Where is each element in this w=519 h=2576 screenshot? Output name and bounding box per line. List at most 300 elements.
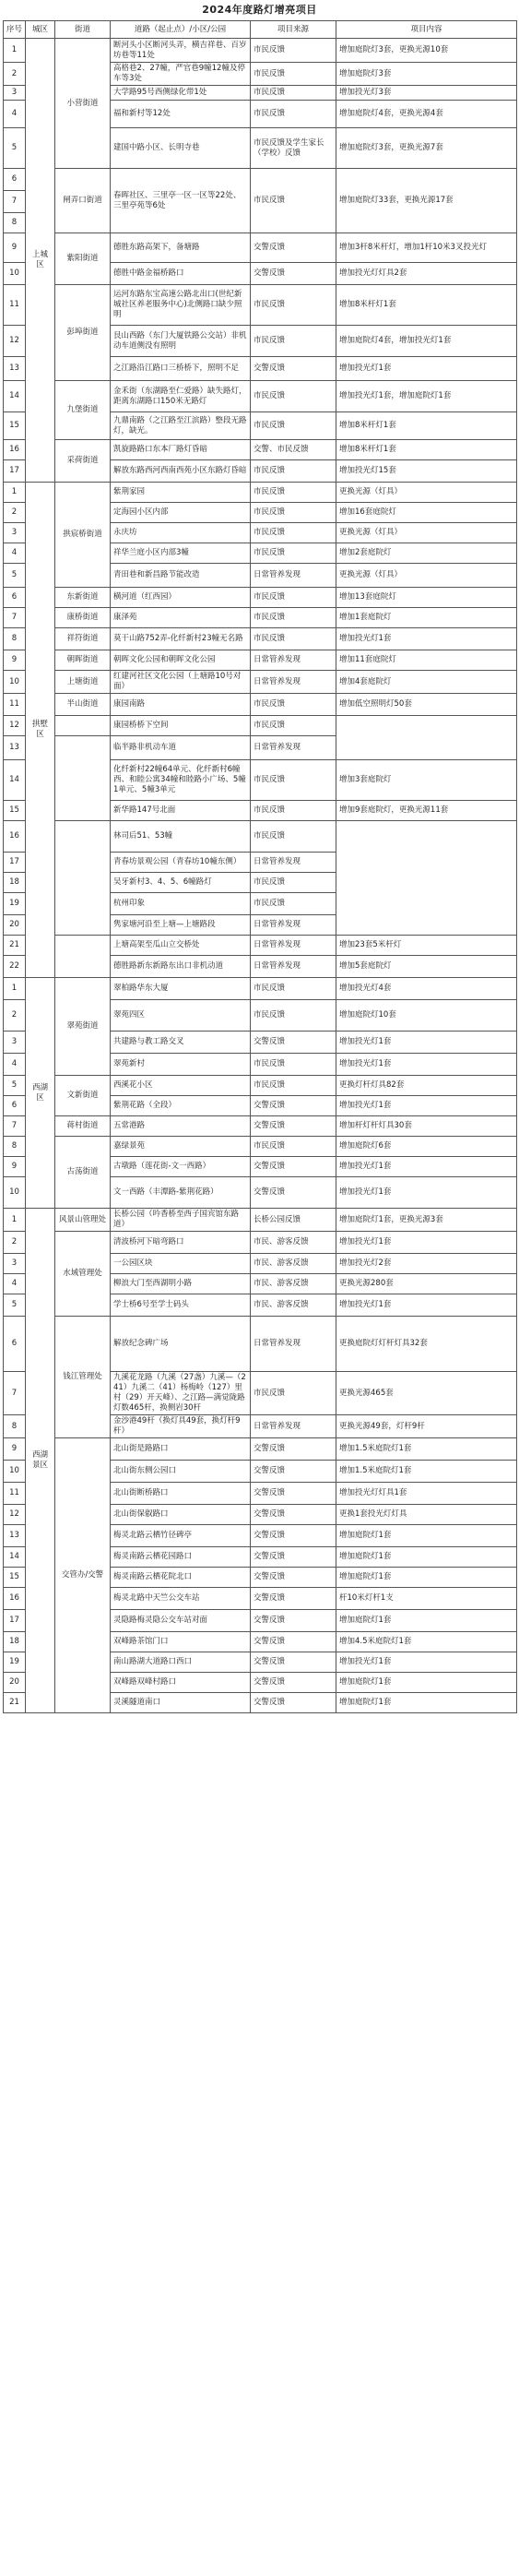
cell-seq: 19 [4, 893, 26, 915]
cell-seq: 18 [4, 1632, 26, 1652]
cell-seq: 8 [4, 1137, 26, 1157]
cell-content: 增加1.5米庭院灯1套 [336, 1438, 517, 1461]
cell-road: 南山路湖大道路口西口 [111, 1652, 251, 1673]
cell-seq: 5 [4, 128, 26, 169]
cell-seq: 15 [4, 412, 26, 440]
cell-source: 市民反馈 [251, 86, 336, 101]
cell-content: 增加2套庭院灯 [336, 543, 517, 564]
cell-road: 林司后51、53幢 [111, 821, 251, 853]
cell-source: 市民反馈 [251, 716, 336, 736]
cell-content: 增加投光灯灯具1套 [336, 1483, 517, 1505]
cell-seq: 10 [4, 1461, 26, 1483]
cell-road: 隽家塘河沿至上塘—上塘路段 [111, 915, 251, 936]
header-road: 道路（起止点）/小区/公园 [111, 21, 251, 39]
cell-source: 市民反馈 [251, 1076, 336, 1096]
cell-road: 大学路95号西侧绿化带1处 [111, 86, 251, 101]
table-row [4, 671, 517, 694]
header-content: 项目内容 [336, 21, 517, 39]
cell-road: 金禾街（东湖路至仁爱路）缺失路灯，距离东湖路口150米无路灯 [111, 381, 251, 412]
cell-seq: 2 [4, 1232, 26, 1254]
cell-content: 增加投光灯1套 [336, 357, 517, 381]
cell-source: 市民反馈 [251, 588, 336, 608]
cell-street: 小营街道 [55, 39, 111, 169]
cell-street: 康桥街道 [55, 608, 111, 628]
cell-source: 日常管养发现 [251, 956, 336, 978]
cell-road: 五常港路 [111, 1116, 251, 1137]
cell-content: 更换1套投光灯灯具 [336, 1505, 517, 1525]
cell-source: 市民反馈 [251, 326, 336, 357]
table-row [4, 650, 517, 671]
cell-source: 市民反馈 [251, 1000, 336, 1032]
cell-content: 更换灯杆灯具82套 [336, 1076, 517, 1096]
cell-source: 交警反馈 [251, 1438, 336, 1461]
cell-source: 交警反馈 [251, 1483, 336, 1505]
cell-seq: 4 [4, 1274, 26, 1294]
table-header-row [4, 21, 517, 39]
cell-seq: 1 [4, 483, 26, 503]
cell-source: 交警反馈 [251, 1588, 336, 1610]
header-source: 项目来源 [251, 21, 336, 39]
cell-street: 交管办/交警 [55, 1438, 111, 1713]
cell-seq: 7 [4, 608, 26, 628]
cell-seq: 8 [4, 1415, 26, 1438]
header-district: 城区 [26, 21, 55, 39]
cell-source: 交警反馈 [251, 1032, 336, 1054]
cell-seq: 10 [4, 671, 26, 694]
cell-road: 梅灵南路云栖花院北口 [111, 1568, 251, 1588]
cell-seq: 4 [4, 543, 26, 564]
cell-content: 增加4套庭院灯 [336, 671, 517, 694]
cell-seq: 3 [4, 1254, 26, 1274]
cell-source: 交警反馈 [251, 1461, 336, 1483]
cell-source: 市民反馈 [251, 101, 336, 128]
cell-street: 翠苑街道 [55, 978, 111, 1076]
cell-road: 翠苑新村 [111, 1054, 251, 1076]
cell-content: 增加庭院灯10套 [336, 1000, 517, 1032]
cell-source: 市民反馈 [251, 483, 336, 503]
cell-road: 紫荆花路（全段） [111, 1096, 251, 1116]
cell-source: 日常管养发现 [251, 915, 336, 936]
cell-road: 临半路非机动车道 [111, 736, 251, 760]
cell-source: 交警反馈 [251, 1116, 336, 1137]
cell-seq: 13 [4, 1525, 26, 1547]
cell-seq: 8 [4, 628, 26, 650]
cell-road: 清波桥河下暗弯路口 [111, 1232, 251, 1254]
cell-content: 增加庭院灯3套，更换光源10套 [336, 39, 517, 63]
cell-seq: 20 [4, 915, 26, 936]
cell-street: 朝晖街道 [55, 650, 111, 671]
cell-seq: 17 [4, 460, 26, 483]
cell-content: 增加庭院灯1套 [336, 1693, 517, 1713]
cell-road: 紫荆家园 [111, 483, 251, 503]
cell-source: 交警反馈 [251, 1157, 336, 1177]
cell-content: 增加投光灯1套 [336, 1652, 517, 1673]
cell-road: 北山街东侧公园口 [111, 1461, 251, 1483]
cell-seq: 16 [4, 440, 26, 460]
cell-content: 增加投光灯1套 [336, 1177, 517, 1209]
cell-seq: 13 [4, 357, 26, 381]
cell-content: 更换庭院灯灯杆灯具32套 [336, 1317, 517, 1372]
cell-street: 彭埠街道 [55, 285, 111, 381]
cell-source: 市民、游客反馈 [251, 1232, 336, 1254]
table-row [4, 1116, 517, 1137]
cell-street: 祥符街道 [55, 628, 111, 650]
cell-source: 市民反馈 [251, 169, 336, 233]
cell-source: 市民、游客反馈 [251, 1294, 336, 1317]
cell-district: 西湖景区 [26, 1209, 55, 1713]
cell-seq: 13 [4, 736, 26, 760]
cell-seq: 15 [4, 801, 26, 821]
cell-road: 古墩路（莲花街-文一西路） [111, 1157, 251, 1177]
cell-source: 日常管养发现 [251, 1415, 336, 1438]
cell-content: 增加投光灯4套 [336, 978, 517, 1000]
cell-content: 增加庭院灯4套，更换光源4套 [336, 101, 517, 128]
cell-content: 增加庭院灯1套，更换光源3套 [336, 1209, 517, 1232]
cell-source: 市民反馈 [251, 503, 336, 523]
cell-seq: 9 [4, 650, 26, 671]
cell-seq: 12 [4, 716, 26, 736]
cell-road: 朝晖文化公园和朝晖文化公园 [111, 650, 251, 671]
cell-content: 增加投光灯1套 [336, 628, 517, 650]
cell-seq: 22 [4, 956, 26, 978]
cell-content: 增加投光灯1套 [336, 1096, 517, 1116]
cell-content: 增加庭院灯1套 [336, 1525, 517, 1547]
cell-source: 市民反馈 [251, 285, 336, 326]
cell-source: 市民反馈 [251, 523, 336, 543]
cell-source: 市民反馈 [251, 873, 336, 893]
cell-content: 增加投光灯灯具2套 [336, 263, 517, 285]
cell-seq: 5 [4, 564, 26, 588]
cell-road: 高格巷2、27幢，严官巷9幢12幢及停车等3处 [111, 63, 251, 86]
cell-road: 翠柏路华东大厦 [111, 978, 251, 1000]
cell-street [55, 736, 111, 821]
cell-seq: 19 [4, 1652, 26, 1673]
cell-seq: 17 [4, 1610, 26, 1632]
cell-seq: 20 [4, 1673, 26, 1693]
cell-street: 拱宸桥街道 [55, 483, 111, 588]
cell-content: 增加投光灯1套 [336, 1157, 517, 1177]
cell-street: 古荡街道 [55, 1137, 111, 1209]
cell-content: 更换光源49套，灯杆9杆 [336, 1415, 517, 1438]
lighting-project-table [3, 20, 517, 1713]
cell-district: 拱墅区 [26, 483, 55, 978]
cell-seq: 2 [4, 503, 26, 523]
cell-content: 增加8米杆灯1套 [336, 440, 517, 460]
cell-source: 日常管养发现 [251, 936, 336, 956]
cell-road: 定海园小区内部 [111, 503, 251, 523]
cell-source: 交警反馈 [251, 1610, 336, 1632]
cell-road: 德胜路新东新路东出口非机动道 [111, 956, 251, 978]
cell-road: 吴牙新村3、4、5、6幢路灯 [111, 873, 251, 893]
cell-road: 梅灵南路云栖花园路口 [111, 1547, 251, 1568]
cell-road: 文一西路（丰潭路-紫荆花路） [111, 1177, 251, 1209]
cell-content: 增加16套庭院灯 [336, 503, 517, 523]
table-row [4, 1317, 517, 1372]
cell-content: 增加庭院灯6套 [336, 1137, 517, 1157]
cell-source: 市民反馈 [251, 893, 336, 915]
cell-source: 交警反馈 [251, 357, 336, 381]
cell-source: 市民反馈 [251, 63, 336, 86]
cell-seq: 3 [4, 86, 26, 101]
cell-content: 增加3套庭院灯 [336, 760, 517, 801]
cell-source: 交警反馈 [251, 1652, 336, 1673]
cell-source: 市民反馈 [251, 628, 336, 650]
cell-road: 康泽苑 [111, 608, 251, 628]
cell-road: 九溪花龙路（九溪（27盏）九溪—（241）九溪二（41）杨梅岭（127）里村（29）开天峰）、之江路—满觉陇路灯数465杆，换侧岩30杆 [111, 1372, 251, 1415]
cell-content: 增加8米杆灯1套 [336, 285, 517, 326]
cell-street: 钱江管理处 [55, 1317, 111, 1438]
table-row [4, 1438, 517, 1461]
cell-seq: 11 [4, 1483, 26, 1505]
cell-district: 西湖区 [26, 978, 55, 1209]
table-body [4, 39, 517, 1713]
cell-seq: 3 [4, 1032, 26, 1054]
cell-seq: 5 [4, 1294, 26, 1317]
cell-road: 康园南路 [111, 694, 251, 716]
cell-source: 交警反馈 [251, 1568, 336, 1588]
cell-content: 更换光源（灯具） [336, 523, 517, 543]
cell-street [55, 821, 111, 936]
cell-content: 增加4.5米庭院灯1套 [336, 1632, 517, 1652]
cell-road: 嘉绿景苑 [111, 1137, 251, 1157]
cell-road: 灵溪隧道南口 [111, 1693, 251, 1713]
cell-seq: 18 [4, 873, 26, 893]
cell-seq: 10 [4, 1177, 26, 1209]
cell-seq: 21 [4, 1693, 26, 1713]
cell-source: 市民反馈 [251, 1054, 336, 1076]
cell-road: 福和新村等12处 [111, 101, 251, 128]
cell-content: 增加庭院灯4套，增加投光灯1套 [336, 326, 517, 357]
cell-source: 市民反馈及学生家长（学校）反馈 [251, 128, 336, 169]
cell-road: 梅灵北路云栖竹径碑亭 [111, 1525, 251, 1547]
cell-content: 增加投光灯15套 [336, 460, 517, 483]
cell-seq: 7 [4, 1116, 26, 1137]
cell-seq: 12 [4, 326, 26, 357]
cell-seq: 2 [4, 63, 26, 86]
cell-road: 凯旋路路口东本厂路灯昏暗 [111, 440, 251, 460]
cell-road: 春晖社区、三里亭一区一区等22处、三里亭苑等6处 [111, 169, 251, 233]
table-row [4, 440, 517, 460]
cell-source: 市民、游客反馈 [251, 1274, 336, 1294]
cell-road: 西溪花小区 [111, 1076, 251, 1096]
cell-source: 交警反馈 [251, 1505, 336, 1525]
cell-source: 交警、市民反馈 [251, 440, 336, 460]
cell-road: 德胜中路金福桥路口 [111, 263, 251, 285]
cell-seq: 7 [4, 1372, 26, 1415]
cell-content: 增加庭院灯1套 [336, 1568, 517, 1588]
cell-content: 增加投光灯1套 [336, 1054, 517, 1076]
cell-content: 增加投光灯3套 [336, 86, 517, 101]
cell-road: 新华路147号北面 [111, 801, 251, 821]
table-row [4, 821, 517, 853]
cell-road: 上塘高架至瓜山立交桥处 [111, 936, 251, 956]
cell-road: 之江路沿江路口三桥桥下，照明不足 [111, 357, 251, 381]
cell-road: 运河东路东宝高速公路北出口(世纪新城社区养老服务中心)北侧路口缺少照明 [111, 285, 251, 326]
cell-road: 一公园区块 [111, 1254, 251, 1274]
cell-seq: 1 [4, 978, 26, 1000]
cell-road: 北山街是路路口 [111, 1438, 251, 1461]
cell-source: 市民、游客反馈 [251, 1254, 336, 1274]
cell-content: 增加5套庭院灯 [336, 956, 517, 978]
cell-road: 建国中路小区、长明寺巷 [111, 128, 251, 169]
cell-road: 德胜东路高架下，备塘路 [111, 233, 251, 263]
cell-source: 日常管养发现 [251, 853, 336, 873]
cell-road: 灵隐路梅灵隐公交车站对面 [111, 1610, 251, 1632]
cell-content: 增加低空照明灯50套 [336, 694, 517, 716]
cell-street: 闸弄口街道 [55, 169, 111, 233]
cell-content [336, 716, 517, 760]
cell-source: 市民反馈 [251, 608, 336, 628]
cell-content: 增加投光灯1套 [336, 1294, 517, 1317]
cell-content: 更换光源280套 [336, 1274, 517, 1294]
cell-road: 永庆坊 [111, 523, 251, 543]
cell-content: 增加投光灯1套，增加庭院灯1套 [336, 381, 517, 412]
cell-street: 九堡街道 [55, 381, 111, 440]
cell-seq: 8 [4, 213, 26, 233]
cell-road: 柳浪大门至西湖明小路 [111, 1274, 251, 1294]
cell-street: 水域管理处 [55, 1232, 111, 1317]
cell-source: 日常管养发现 [251, 564, 336, 588]
cell-source: 市民反馈 [251, 1372, 336, 1415]
cell-content: 增加23套5米杆灯 [336, 936, 517, 956]
cell-seq: 16 [4, 1588, 26, 1610]
table-row [4, 716, 517, 736]
cell-content: 增加8米杆灯1套 [336, 412, 517, 440]
table-row [4, 588, 517, 608]
cell-road: 九鼎南路（之江路至江滨路）整段无路灯，缺光。 [111, 412, 251, 440]
cell-road: 莫干山路752弄-化纤新村23幢无名路 [111, 628, 251, 650]
cell-content: 杆10米灯杆1支 [336, 1588, 517, 1610]
cell-content: 增加13套庭院灯 [336, 588, 517, 608]
table-row [4, 628, 517, 650]
cell-seq: 16 [4, 821, 26, 853]
cell-seq: 15 [4, 1568, 26, 1588]
cell-source: 市民反馈 [251, 801, 336, 821]
cell-content: 增加杆灯杆灯具30套 [336, 1116, 517, 1137]
header-seq: 序号 [4, 21, 26, 39]
cell-content: 增加投光灯1套 [336, 1232, 517, 1254]
cell-content: 增加庭院灯1套 [336, 1547, 517, 1568]
cell-seq: 3 [4, 523, 26, 543]
cell-content: 更换光源（灯具） [336, 483, 517, 503]
cell-source: 日常管养发现 [251, 650, 336, 671]
cell-road: 断河头小区断河头弄，横吉祥巷、百岁坊巷等11处 [111, 39, 251, 63]
cell-seq: 6 [4, 169, 26, 191]
header-street: 街道 [55, 21, 111, 39]
cell-seq: 10 [4, 263, 26, 285]
cell-road: 横河道（红西园） [111, 588, 251, 608]
cell-street: 紫阳街道 [55, 233, 111, 285]
cell-source: 交警反馈 [251, 1673, 336, 1693]
cell-seq: 2 [4, 1000, 26, 1032]
cell-street: 采荷街道 [55, 440, 111, 483]
cell-source: 交警反馈 [251, 1693, 336, 1713]
cell-road: 双峰路双峰村路口 [111, 1673, 251, 1693]
cell-seq: 14 [4, 381, 26, 412]
table-row [4, 381, 517, 412]
cell-source: 市民反馈 [251, 978, 336, 1000]
cell-source: 交警反馈 [251, 233, 336, 263]
cell-content: 增加庭院灯1套 [336, 1673, 517, 1693]
cell-road: 青春坊景观公园（青春坊10幢东侧） [111, 853, 251, 873]
cell-seq: 11 [4, 694, 26, 716]
cell-source: 市民反馈 [251, 412, 336, 440]
cell-source: 市民反馈 [251, 39, 336, 63]
cell-seq: 6 [4, 1317, 26, 1372]
cell-seq: 14 [4, 1547, 26, 1568]
cell-content: 增加庭院灯3套，更换光源7套 [336, 128, 517, 169]
cell-content: 增加1.5米庭院灯1套 [336, 1461, 517, 1483]
table-row [4, 1076, 517, 1096]
cell-source: 日常管养发现 [251, 1317, 336, 1372]
cell-road: 共建路与教工路交叉 [111, 1032, 251, 1054]
table-row [4, 608, 517, 628]
table-row [4, 483, 517, 503]
cell-source: 市民反馈 [251, 760, 336, 801]
cell-source: 市民反馈 [251, 1137, 336, 1157]
cell-road: 解放东路西河西南西苑小区东路灯昏暗 [111, 460, 251, 483]
cell-content: 增加1套庭院灯 [336, 608, 517, 628]
cell-source: 交警反馈 [251, 263, 336, 285]
cell-road: 青田巷和新昌路节能改造 [111, 564, 251, 588]
cell-road: 化纤新村22幢64单元、化纤新村6幢西、和睦公寓34幢和睦路小广场、5幢1单元、5幢3单元 [111, 760, 251, 801]
cell-street: 风景山管理处 [55, 1209, 111, 1232]
cell-road: 北山街断桥路口 [111, 1483, 251, 1505]
cell-content: 增加9套庭院灯，更换光源11套 [336, 801, 517, 821]
cell-content: 增加3杆8米杆灯，增加1杆10米3叉投光灯 [336, 233, 517, 263]
cell-content: 增加庭院灯1套 [336, 1610, 517, 1632]
cell-street: 东新街道 [55, 588, 111, 608]
cell-road: 康园桥桥下空间 [111, 716, 251, 736]
cell-source: 市民反馈 [251, 821, 336, 853]
cell-source: 日常管养发现 [251, 671, 336, 694]
cell-source: 交警反馈 [251, 1177, 336, 1209]
cell-road: 长桥公园（吟香桥至西子国宾馆东路道） [111, 1209, 251, 1232]
cell-road: 学士桥6号至学士码头 [111, 1294, 251, 1317]
cell-street: 文新街道 [55, 1076, 111, 1116]
table-row [4, 1137, 517, 1157]
cell-content: 增加投光灯2套 [336, 1254, 517, 1274]
cell-content: 增加庭院灯33套，更换光源17套 [336, 169, 517, 233]
cell-source: 长桥公园反馈 [251, 1209, 336, 1232]
table-row [4, 936, 517, 956]
cell-content: 更换光源465套 [336, 1372, 517, 1415]
cell-seq: 6 [4, 588, 26, 608]
cell-road: 解放纪念碑广场 [111, 1317, 251, 1372]
cell-district: 上城区 [26, 39, 55, 483]
table-row [4, 233, 517, 263]
cell-seq: 14 [4, 760, 26, 801]
cell-street: 上塘街道 [55, 671, 111, 694]
cell-seq: 7 [4, 191, 26, 213]
cell-road: 艮山西路（东门大厦铁路公交站）非机动车道侧没有照明 [111, 326, 251, 357]
table-row [4, 1209, 517, 1232]
cell-seq: 9 [4, 1157, 26, 1177]
cell-seq: 21 [4, 936, 26, 956]
cell-seq: 12 [4, 1505, 26, 1525]
cell-source: 市民反馈 [251, 694, 336, 716]
page-title: 2024年度路灯增亮项目 [202, 4, 317, 16]
table-row [4, 285, 517, 326]
cell-content: 增加11套庭院灯 [336, 650, 517, 671]
cell-content: 更换光源（灯具） [336, 564, 517, 588]
cell-source: 交警反馈 [251, 1547, 336, 1568]
cell-source: 市民反馈 [251, 460, 336, 483]
cell-seq: 9 [4, 1438, 26, 1461]
cell-seq: 9 [4, 233, 26, 263]
cell-road: 北山街保俶路口 [111, 1505, 251, 1525]
cell-source: 市民反馈 [251, 381, 336, 412]
